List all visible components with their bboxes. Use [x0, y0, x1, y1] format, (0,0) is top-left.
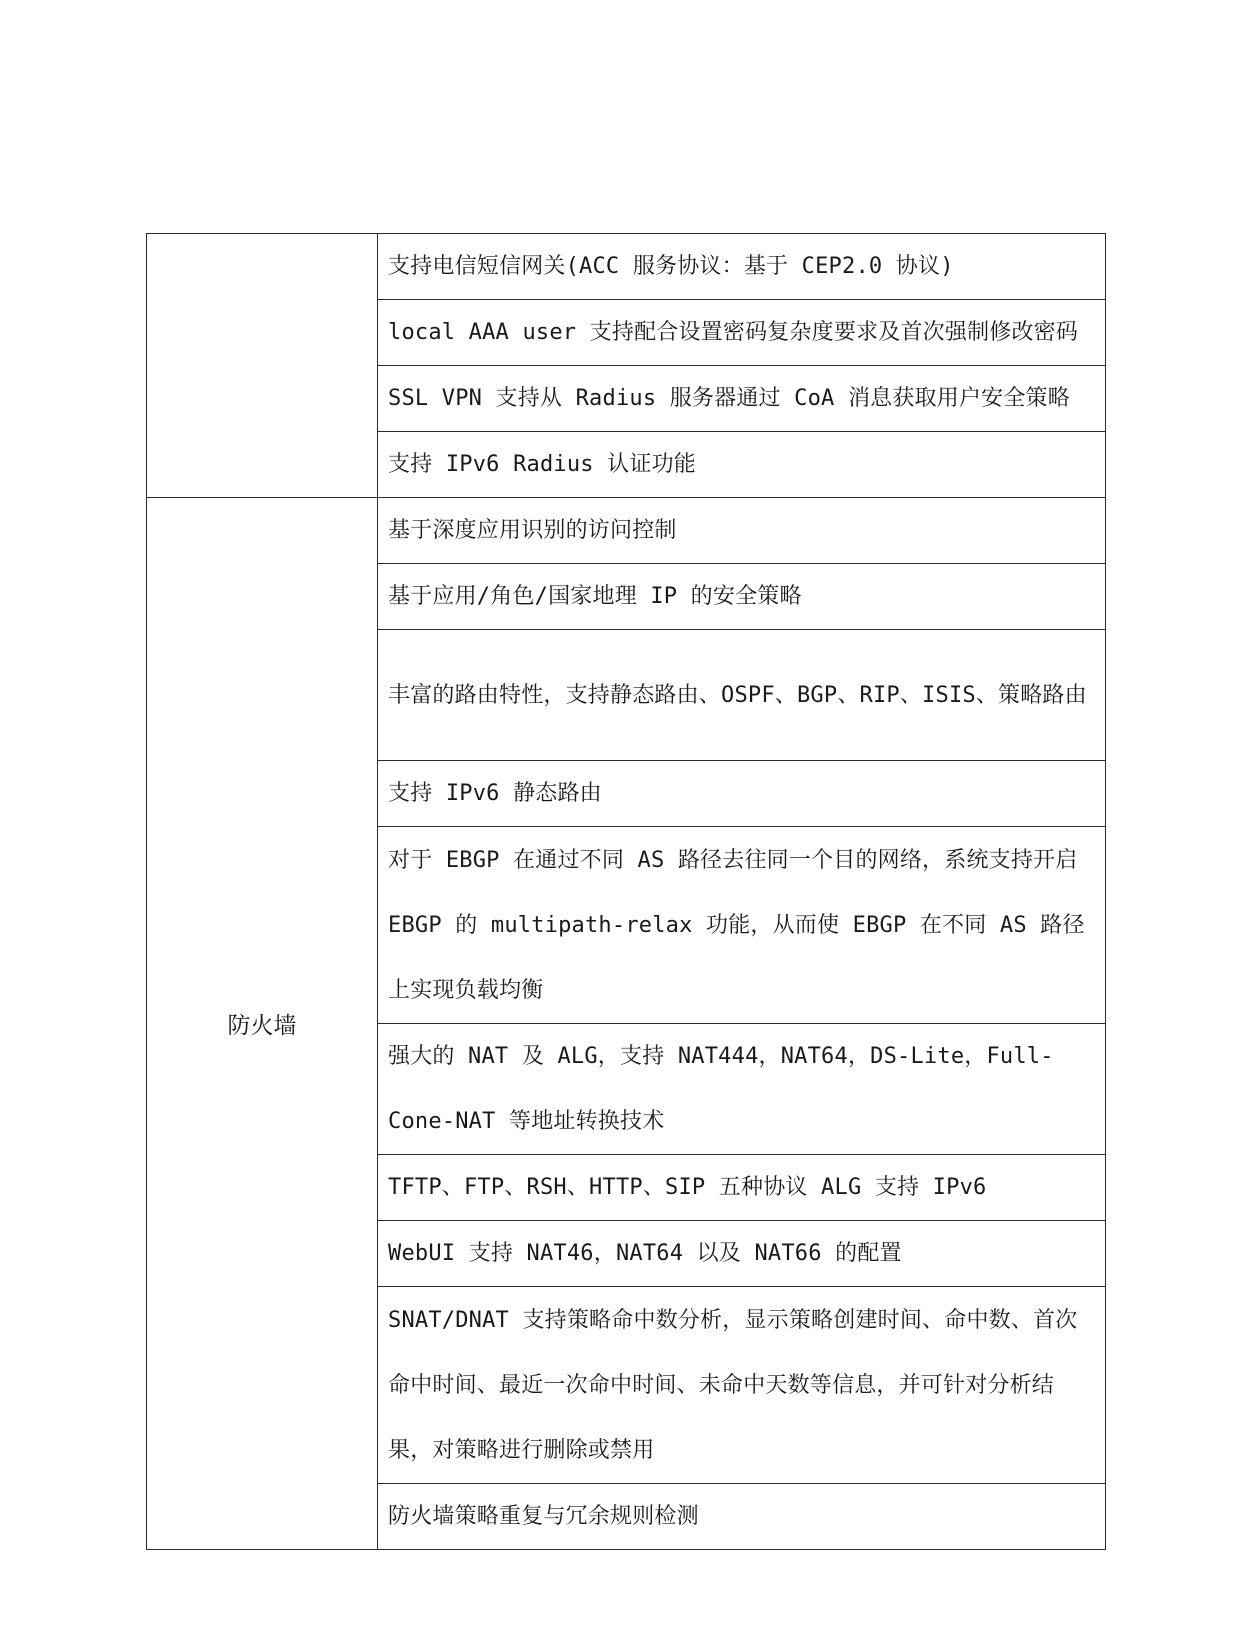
category-cell	[147, 234, 378, 498]
feature-cell: 基于深度应用识别的访问控制	[378, 498, 1106, 564]
feature-cell: 支持电信短信网关(ACC 服务协议：基于 CEP2.0 协议)	[378, 234, 1106, 300]
feature-cell: SSL VPN 支持从 Radius 服务器通过 CoA 消息获取用户安全策略	[378, 366, 1106, 432]
feature-cell: 支持 IPv6 静态路由	[378, 761, 1106, 827]
feature-cell: local AAA user 支持配合设置密码复杂度要求及首次强制修改密码	[378, 300, 1106, 366]
category-cell-firewall: 防火墙	[147, 498, 378, 1550]
feature-cell: 丰富的路由特性，支持静态路由、OSPF、BGP、RIP、ISIS、策略路由	[378, 630, 1106, 761]
feature-cell: SNAT/DNAT 支持策略命中数分析，显示策略创建时间、命中数、首次命中时间、最近一次命中时间、未命中天数等信息，并可针对分析结果，对策略进行删除或禁用	[378, 1287, 1106, 1484]
feature-cell: 对于 EBGP 在通过不同 AS 路径去往同一个目的网络，系统支持开启 EBGP 的 multipath-relax 功能，从而使 EBGP 在不同 AS 路径上实现负载均衡	[378, 827, 1106, 1024]
feature-cell: 防火墙策略重复与冗余规则检测	[378, 1484, 1106, 1550]
feature-cell: TFTP、FTP、RSH、HTTP、SIP 五种协议 ALG 支持 IPv6	[378, 1155, 1106, 1221]
feature-cell: 支持 IPv6 Radius 认证功能	[378, 432, 1106, 498]
table-row	[147, 498, 1106, 564]
table-row	[147, 234, 1106, 300]
feature-cell: 强大的 NAT 及 ALG，支持 NAT444，NAT64，DS-Lite，Full-Cone-NAT 等地址转换技术	[378, 1024, 1106, 1155]
feature-cell: WebUI 支持 NAT46，NAT64 以及 NAT66 的配置	[378, 1221, 1106, 1287]
feature-cell: 基于应用/角色/国家地理 IP 的安全策略	[378, 564, 1106, 630]
feature-spec-table	[146, 233, 1106, 1550]
